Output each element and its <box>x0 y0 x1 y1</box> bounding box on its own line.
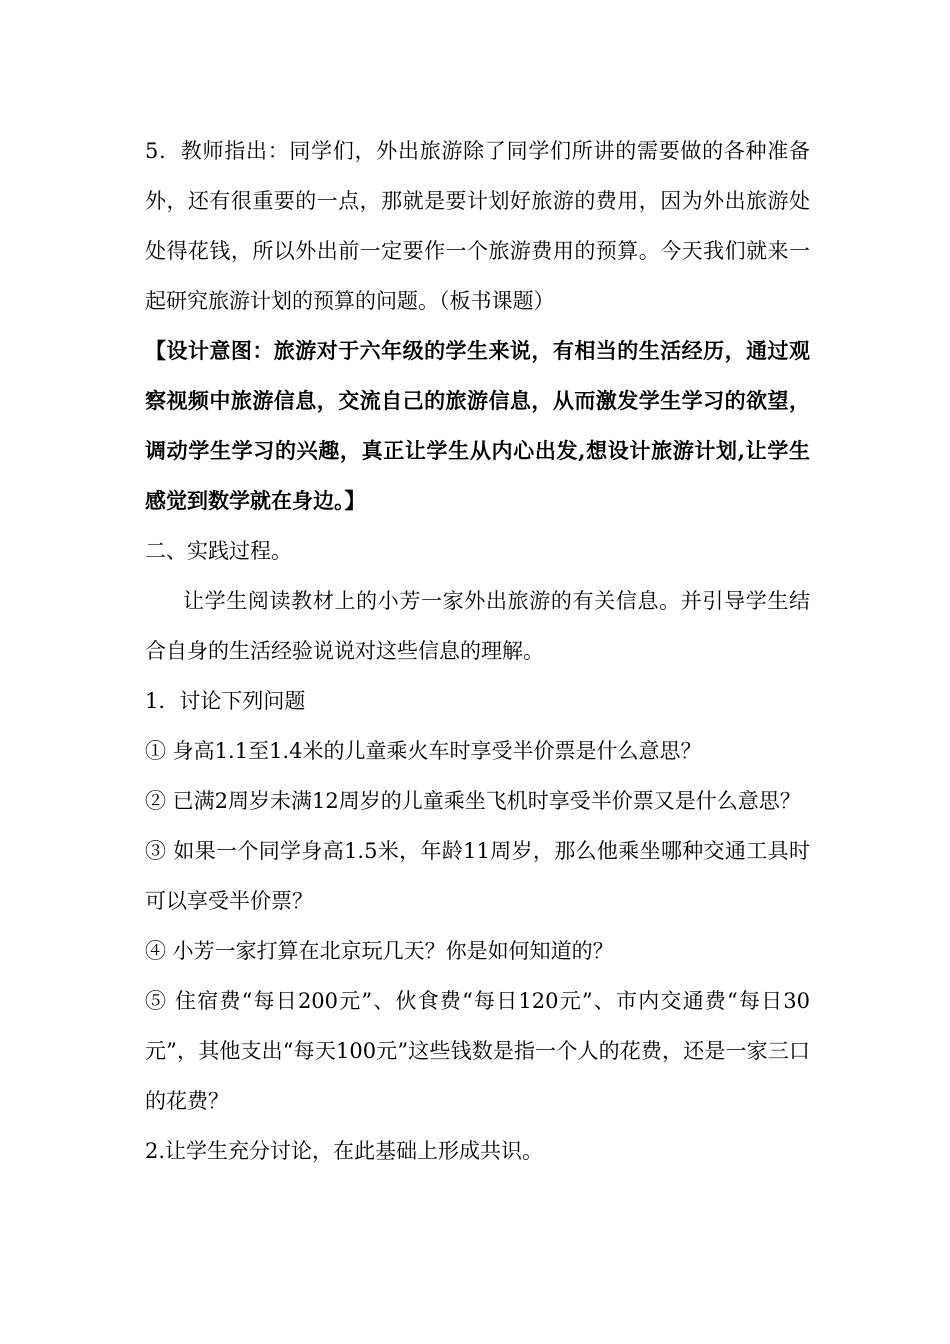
question-4: ④ 小芳一家打算在北京玩几天？你是如何知道的？ <box>145 939 614 963</box>
question-5: ⑤ 住宿费“每日200元”、伙食费“每日120元”、市内交通费“每日30元”，其他支出“每天100元”这些钱数是指一个人的花费，还是一家三口的花费？ <box>145 989 810 1113</box>
question-2: ② 已满2周岁未满12周岁的儿童乘坐飞机时享受半价票又是什么意思？ <box>145 789 801 813</box>
section-heading-practice: 二、实践过程。 <box>145 539 292 563</box>
teacher-remark-paragraph: 5．教师指出：同学们，外出旅游除了同学们所讲的需要做的各种准备外，还有很重要的一点，那就是要计划好旅游的费用，因为外出旅游处处得花钱，所以外出前一定要作一个旅游费用的预算。今天我们就来一起研究旅游计划的预算的问题。（板书课题） <box>145 139 810 313</box>
reading-instruction-paragraph: 让学生阅读教材上的小芳一家外出旅游的有关信息。并引导学生结合自身的生活经验说说对这些信息的理解。 <box>145 589 810 663</box>
consensus-paragraph: 2.让学生充分讨论，在此基础上形成共识。 <box>145 1139 544 1163</box>
question-1: ① 身高1.1至1.4米的儿童乘火车时享受半价票是什么意思？ <box>145 739 702 763</box>
document-body <box>145 126 810 1176</box>
discussion-heading: 1．讨论下列问题 <box>145 689 306 713</box>
question-3: ③ 如果一个同学身高1.5米，年龄11周岁，那么他乘坐哪种交通工具时可以享受半价票？ <box>145 839 810 913</box>
design-intent-paragraph: 【设计意图：旅游对于六年级的学生来说，有相当的生活经历，通过观察视频中旅游信息，交流自己的旅游信息，从而激发学生学习的欲望，调动学生学习的兴趣，真正让学生从内心出发,想设计旅游计划,让学生感觉到数学就在身边。】 <box>145 338 810 513</box>
